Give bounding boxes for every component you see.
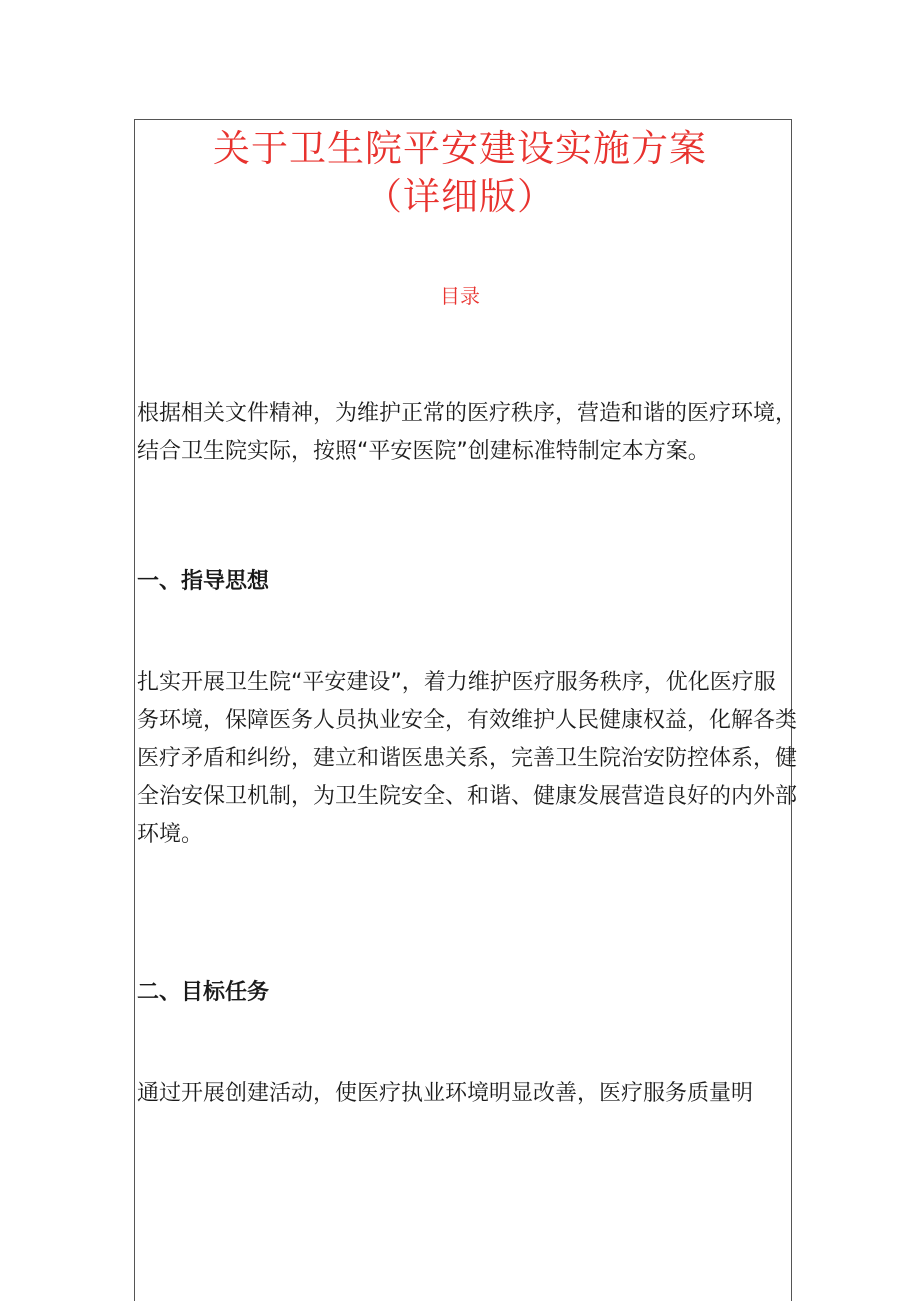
- section-body-guiding-principle: 扎实开展卫生院“平安建设”，着力维护医疗服务秩序，优化医疗服务环境，保障医务人员执业安全，有效维护人民健康权益，化解各类医疗矛盾和纠纷，建立和谐医患关系，完善卫生院治安防控体系，健全治安保卫机制，为卫生院安全、和谐、健康发展营造良好的内外部环境。: [137, 670, 798, 847]
- toc-label: 目录: [440, 284, 480, 308]
- section-body-objectives: 通过开展创建活动，使医疗执业环境明显改善，医疗服务质量明: [137, 1081, 754, 1106]
- section-heading-objectives: 二、目标任务: [137, 980, 270, 1005]
- intro-paragraph: 根据相关文件精神，为维护正常的医疗秩序，营造和谐的医疗环境，结合卫生院实际，按照“平安医院”创建标准特制定本方案。: [137, 401, 798, 464]
- section-heading-guiding-principle: 一、指导思想: [137, 569, 270, 594]
- document-title: 关于卫生院平安建设实施方案: [213, 127, 707, 170]
- document-subtitle: （详细版）: [365, 175, 555, 218]
